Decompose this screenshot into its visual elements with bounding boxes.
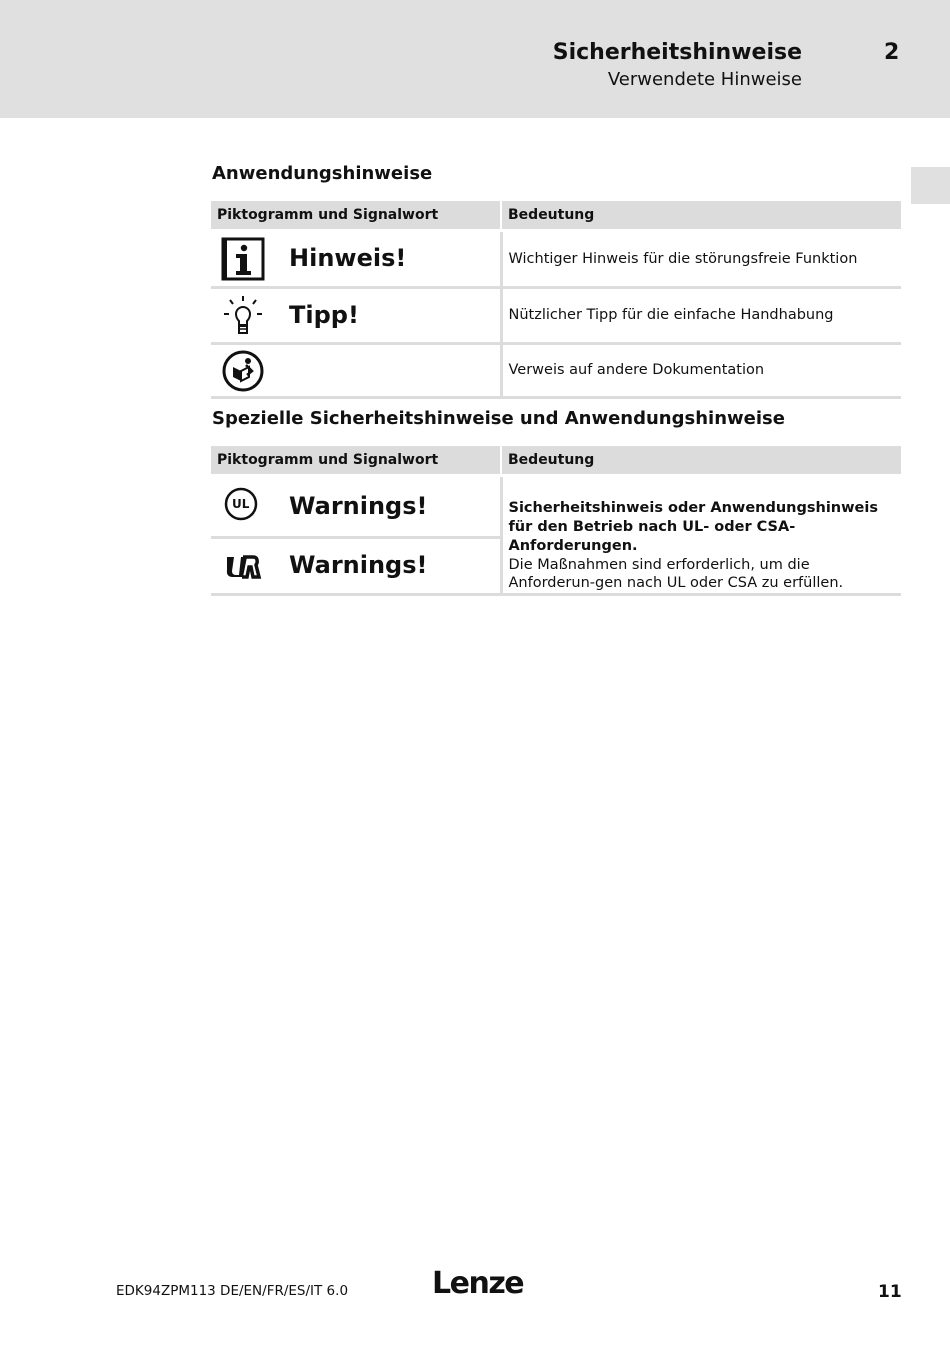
meaning-text: Nützlicher Tipp für die einfache Handhabung bbox=[501, 288, 901, 344]
meaning-text: Wichtiger Hinweis für die störungsfreie Funktion bbox=[501, 231, 901, 288]
meaning-text: Verweis auf andere Dokumentation bbox=[501, 344, 901, 398]
table-row bbox=[211, 476, 901, 538]
lenze-logo: Lenze bbox=[432, 1266, 524, 1301]
chapter-title: Sicherheitshinweise bbox=[552, 40, 802, 65]
table-row bbox=[211, 288, 901, 344]
lightbulb-icon bbox=[219, 292, 267, 340]
special-notes-table bbox=[211, 446, 901, 596]
chapter-number: 2 bbox=[884, 40, 900, 65]
table-row bbox=[211, 344, 901, 398]
ul-listed-icon bbox=[219, 482, 267, 530]
column-header-meaning: Bedeutung bbox=[501, 201, 901, 231]
signal-word: Warnings! bbox=[289, 491, 428, 520]
meaning-text: Die Maßnahmen sind erforderlich, um die Anforderun-gen nach UL oder CSA zu erfüllen. bbox=[508, 556, 844, 592]
svg-text:UL: UL bbox=[232, 497, 250, 512]
table-row bbox=[211, 231, 901, 288]
book-reference-icon bbox=[219, 347, 267, 395]
signal-word: Tipp! bbox=[289, 300, 359, 329]
document-id: EDK94ZPM113 DE/EN/FR/ES/IT 6.0 bbox=[116, 1283, 349, 1299]
application-notes-table bbox=[211, 201, 901, 399]
header-band bbox=[0, 0, 950, 118]
page-number: 11 bbox=[878, 1282, 902, 1302]
column-header-pictogram: Piktogramm und Signalwort bbox=[211, 201, 501, 231]
meaning-cell bbox=[501, 476, 901, 595]
column-header-meaning: Bedeutung bbox=[501, 446, 901, 476]
signal-word: Warnings! bbox=[289, 551, 428, 580]
section-title-application-notes: Anwendungshinweise bbox=[212, 163, 433, 184]
column-header-pictogram: Piktogramm und Signalwort bbox=[211, 446, 501, 476]
chapter-tab-marker bbox=[911, 167, 950, 204]
ur-recognized-icon bbox=[219, 542, 267, 590]
signal-word: Hinweis! bbox=[289, 244, 407, 273]
meaning-text-bold: Sicherheitshinweis oder Anwendungshinweis für den Betrieb nach UL- oder CSA-Anforderungen. bbox=[508, 500, 878, 554]
info-icon bbox=[219, 235, 267, 283]
section-title-special-notes: Spezielle Sicherheitshinweise und Anwendungshinweise bbox=[212, 408, 785, 429]
section-subtitle: Verwendete Hinweise bbox=[607, 69, 802, 90]
